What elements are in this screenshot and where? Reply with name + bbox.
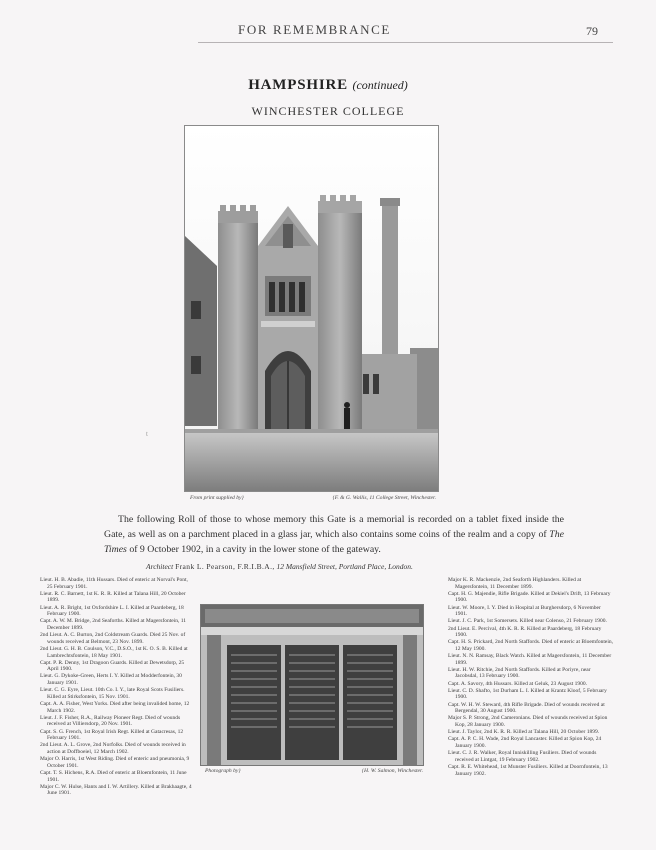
roll-entry: Lieut. J. C. Park, 1st Somersets. Killed near Colenso, 21 February 1900. bbox=[448, 618, 607, 625]
roll-entry: 2nd Lieut. E. Percival, 4th K. R. R. Killed at Paardeberg, 18 February 1900. bbox=[448, 625, 602, 639]
architect-address: 12 Mansfield Street, Portland Place, London. bbox=[276, 562, 413, 571]
intro-italic: The Times bbox=[104, 529, 564, 555]
tablet-photograph bbox=[200, 604, 424, 766]
intro-end: of 9 October 1902, in a cavity in the lower stone of the gateway. bbox=[126, 544, 381, 555]
running-title: FOR REMEMBRANCE bbox=[238, 22, 391, 37]
roll-entry: Capt. P. R. Denny, 1st Dragoon Guards. Killed at Dewetsdorp, 25 April 1900. bbox=[40, 659, 185, 673]
tablet-drawing bbox=[201, 605, 423, 765]
roll-entry: Lieut. H. W. Ritchie, 2nd North Staffords. Killed at Poriyre, near Jacobsdal, 13 February 1900. bbox=[448, 666, 591, 680]
roll-entry: Lieut. N. N. Ramsay, Black Watch. Killed at Magersfontein, 11 December 1899. bbox=[448, 653, 612, 666]
roll-entry: Capt. A. A. Fisher, West Yorks. Died after being invalided home, 12 March 1902. bbox=[40, 701, 190, 714]
roll-entry: Lieut. J. Taylor, 2nd K. R. R. Killed at Talana Hill, 20 October 1899. bbox=[448, 729, 600, 736]
header-rule bbox=[198, 42, 613, 43]
roll-entry: Major O. Harris, 1st West Riding. Died of enteric and pneumonia, 9 October 1901. bbox=[40, 756, 190, 769]
roll-entry: Capt. W. H. W. Steward, 4th Rifle Brigade. Died of wounds received at Bergendal, 30 August 1900. bbox=[448, 701, 605, 715]
section-title bbox=[0, 77, 656, 94]
section-subtitle: WINCHESTER COLLEGE bbox=[251, 104, 405, 118]
main-photo-credit-right: {F. & G. Wallis, 11 College Street, Winchester. bbox=[332, 495, 436, 501]
gateway-photograph bbox=[184, 125, 439, 492]
main-photo-credit-left: From print supplied by} bbox=[190, 495, 244, 501]
roll-entry: Major K. R. Mackenzie, 2nd Seaforth Highlanders. Killed at Magersfontein, 11 December 1899. bbox=[448, 577, 582, 590]
intro-text: The following Roll of those to whose memory this Gate is a memorial is recorded on a tablet fixed inside the Gate, as well as on a parchment placed in a glass jar, which also contains some coins of the realm and a copy of bbox=[104, 514, 564, 540]
roll-entry: 2nd Lieut. G. H. B. Coulson, V.C., D.S.O., 1st K. O. S. B. Killed at Lambrechtsfontein, 18 May 1901. bbox=[40, 645, 188, 659]
architect-label: Architect bbox=[146, 562, 174, 571]
roll-entry: Capt. A. P. C. H. Wade, 2nd Royal Lancaster. Killed at Spion Kop, 24 January 1900. bbox=[448, 736, 602, 749]
roll-entry: Lieut. C. D. Shafto, 1st Durham L. I. Killed at Krantz Kloof, 5 February 1900. bbox=[448, 687, 607, 701]
architect-name: Frank L. Pearson, F.R.I.B.A., bbox=[175, 562, 275, 571]
roll-entry: Lieut. C. G. Eyre, Lieut. 10th Co. I. Y., late Royal Scots Fusiliers. Killed at Stirksfontein, 15 Nov. 1901. bbox=[40, 687, 185, 700]
roll-entry: Capt. H. S. Prickard, 2nd North Staffords. Died of enteric at Bloemfontein, 12 May 1900. bbox=[448, 639, 614, 652]
roll-entry: Capt. A. Savory, 4th Hussars. Killed at Geluk, 23 August 1900. bbox=[448, 680, 587, 687]
running-header bbox=[0, 20, 656, 42]
roll-entry: 2nd Lieut. A. L. Grove, 2nd Norfolks. Died of wounds received in action at Doffboeiel, 12 March 1902. bbox=[40, 742, 186, 755]
roll-entry: Capt. T. S. Hichens, R.A. Died of enteric at Bloemfontein, 11 June 1901. bbox=[40, 769, 187, 783]
roll-entry: Capt. R. E. Whitehead, 1st Munster Fusiliers. Killed at Doornfontein, 13 January 1902. bbox=[448, 763, 608, 777]
roll-entry: Capt. S. G. French, 1st Royal Irish Regt. Killed at Gatacresas, 12 February 1901. bbox=[40, 728, 184, 742]
gateway-drawing bbox=[185, 126, 438, 491]
roll-entry: Capt. H. G. Majendie, Rifle Brigade. Killed at Dekiel's Drift, 13 February 1900. bbox=[448, 590, 611, 604]
roll-entry: Lieut. W. Moore, I. Y. Died in Hospital at Burghersdorp, 6 November 1901. bbox=[448, 604, 601, 618]
page-number: 79 bbox=[586, 24, 598, 38]
roll-left-column bbox=[40, 577, 192, 798]
pencil-mark: t bbox=[146, 430, 148, 438]
roll-entry: 2nd Lieut. A. C. Burton, 2nd Coldstream Guards. Died 25 Nov. of wounds received at Belmont, 23 Nov. 1899. bbox=[40, 632, 186, 645]
roll-entry: Major C. W. Hulse, Hants and I. W. Artillery. Killed at Brakhaagte, 4 June 1901. bbox=[40, 783, 192, 797]
roll-entry: Lieut. J. F. Fisher, R.A., Railway Pioneer Regt. Died of wounds received at Villiersdorp, 20 Nov. 1901. bbox=[40, 714, 181, 728]
roll-entry: Major S. P. Strong, 2nd Cameronians. Died of wounds received at Spion Kop, 28 January 1900. bbox=[448, 715, 608, 728]
roll-entry: Capt. A. W. M. Bridge, 2nd Seaforths. Killed at Magersfontein, 11 December 1899. bbox=[40, 618, 186, 631]
roll-entry: Lieut. C. J. R. Walker, Royal Inniskilling Fusiliers. Died of wounds received at Lintgat, 19 February 1902. bbox=[448, 750, 597, 763]
tablet-credit-left: Photograph by} bbox=[205, 768, 241, 774]
roll-entry: Lieut. H. B. Abadie, 11th Hussars. Died of enteric at Norval's Pont, 25 February 1901. bbox=[40, 577, 188, 590]
intro-paragraph bbox=[104, 512, 564, 557]
roll-right-column bbox=[448, 577, 614, 778]
architect-line bbox=[146, 562, 546, 571]
section-continued: (continued) bbox=[352, 78, 408, 92]
tablet-credit-right: {H. W. Salmon, Winchester. bbox=[361, 768, 423, 774]
roll-entry: Lieut. R. C. Barnett, 1st K. R. R. Killed at Talana Hill, 20 October 1899. bbox=[40, 590, 186, 604]
roll-entry: Lieut. A. R. Bright, 1st Oxfordshire L. I. Killed at Paardeberg, 18 February 1900. bbox=[40, 604, 184, 618]
roll-entry: Lieut. G. Dykoke-Green, Herts I. Y. Killed at Modderfontein, 30 January 1901. bbox=[40, 673, 182, 687]
section-title-text: HAMPSHIRE bbox=[248, 77, 348, 93]
